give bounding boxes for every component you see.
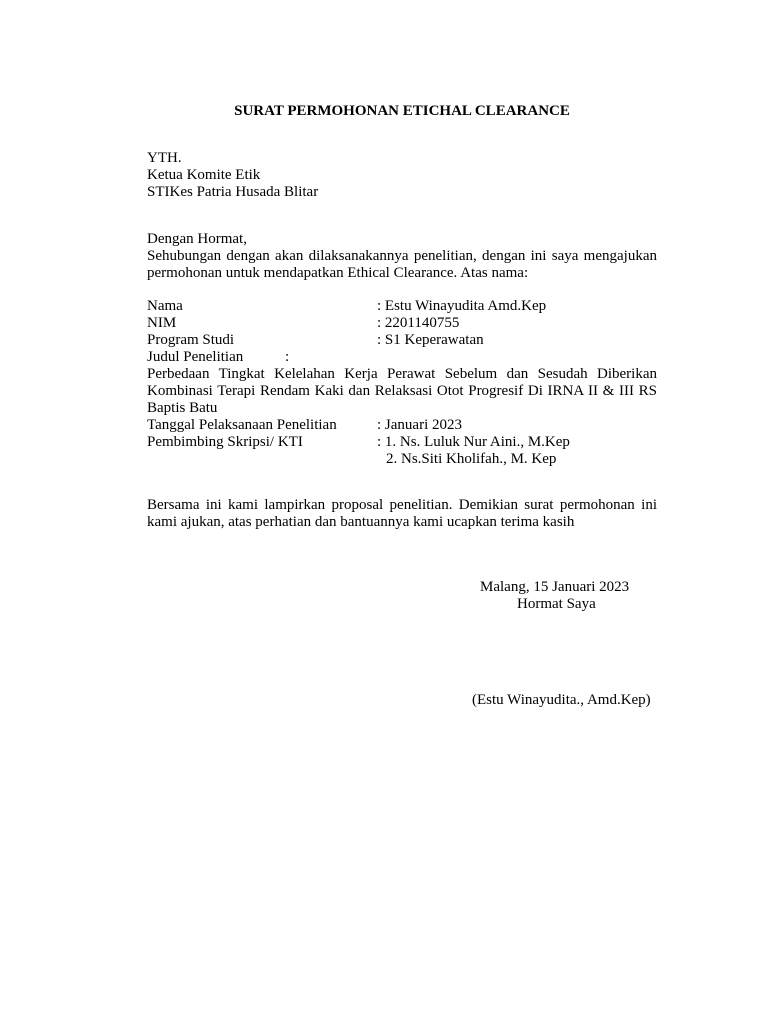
- field-colon-judul: :: [285, 349, 290, 365]
- regards: Hormat Saya: [517, 596, 596, 612]
- letter-title: SURAT PERMOHONAN ETICHAL CLEARANCE: [234, 103, 570, 119]
- field-value-nama: : Estu Winayudita Amd.Kep: [377, 298, 547, 314]
- recipient-block: [147, 150, 657, 201]
- field-label-tanggal: Tanggal Pelaksanaan Penelitian: [147, 417, 337, 433]
- field-value-judul: Perbedaan Tingkat Kelelahan Kerja Perawat Sebelum dan Sesudah Diberikan Kombinasi Terapi Rendam Kaki dan Relaksasi Otot Progresif Di IRNA II & III RS Baptis Batu: [147, 366, 657, 416]
- field-label-prodi: Program Studi: [147, 332, 235, 348]
- identity-fields: [147, 298, 657, 468]
- recipient-line-1: YTH.: [147, 150, 182, 166]
- greeting: Dengan Hormat,: [147, 231, 247, 247]
- place-date: Malang, 15 Januari 2023: [480, 579, 630, 595]
- field-label-pembimbing: Pembimbing Skripsi/ KTI: [147, 434, 303, 450]
- field-row-nim: [147, 315, 657, 332]
- field-value-prodi: : S1 Keperawatan: [377, 332, 484, 348]
- field-row-prodi: [147, 332, 657, 349]
- signature-name: (Estu Winayudita., Amd.Kep): [472, 692, 651, 708]
- closing-paragraph: Bersama ini kami lampirkan proposal penelitian. Demikian surat permohonan ini kami ajukan, atas perhatian dan bantuannya kami ucapkan terima kasih: [147, 497, 657, 530]
- recipient-line-2: Ketua Komite Etik: [147, 167, 261, 183]
- field-label-judul: Judul Penelitian: [147, 349, 244, 365]
- field-row-tanggal: [147, 417, 657, 434]
- field-value-nim: : 2201140755: [377, 315, 460, 331]
- field-row-pembimbing: [147, 434, 657, 451]
- field-label-nim: NIM: [147, 315, 177, 331]
- field-label-nama: Nama: [147, 298, 183, 314]
- recipient-line-3: STIKes Patria Husada Blitar: [147, 184, 319, 200]
- field-row-pembimbing-2: [147, 451, 657, 468]
- field-row-judul: [147, 349, 657, 366]
- field-value-pembimbing-2: 2. Ns.Siti Kholifah., M. Kep: [386, 451, 557, 467]
- field-value-pembimbing-1: : 1. Ns. Luluk Nur Aini., M.Kep: [377, 434, 570, 450]
- field-value-tanggal: : Januari 2023: [377, 417, 462, 433]
- intro-paragraph: Sehubungan dengan akan dilaksanakannya penelitian, dengan ini saya mengajukan permohonan untuk mendapatkan Ethical Clearance. Atas nama:: [147, 248, 657, 281]
- field-row-nama: [147, 298, 657, 315]
- intro-block: [147, 231, 657, 282]
